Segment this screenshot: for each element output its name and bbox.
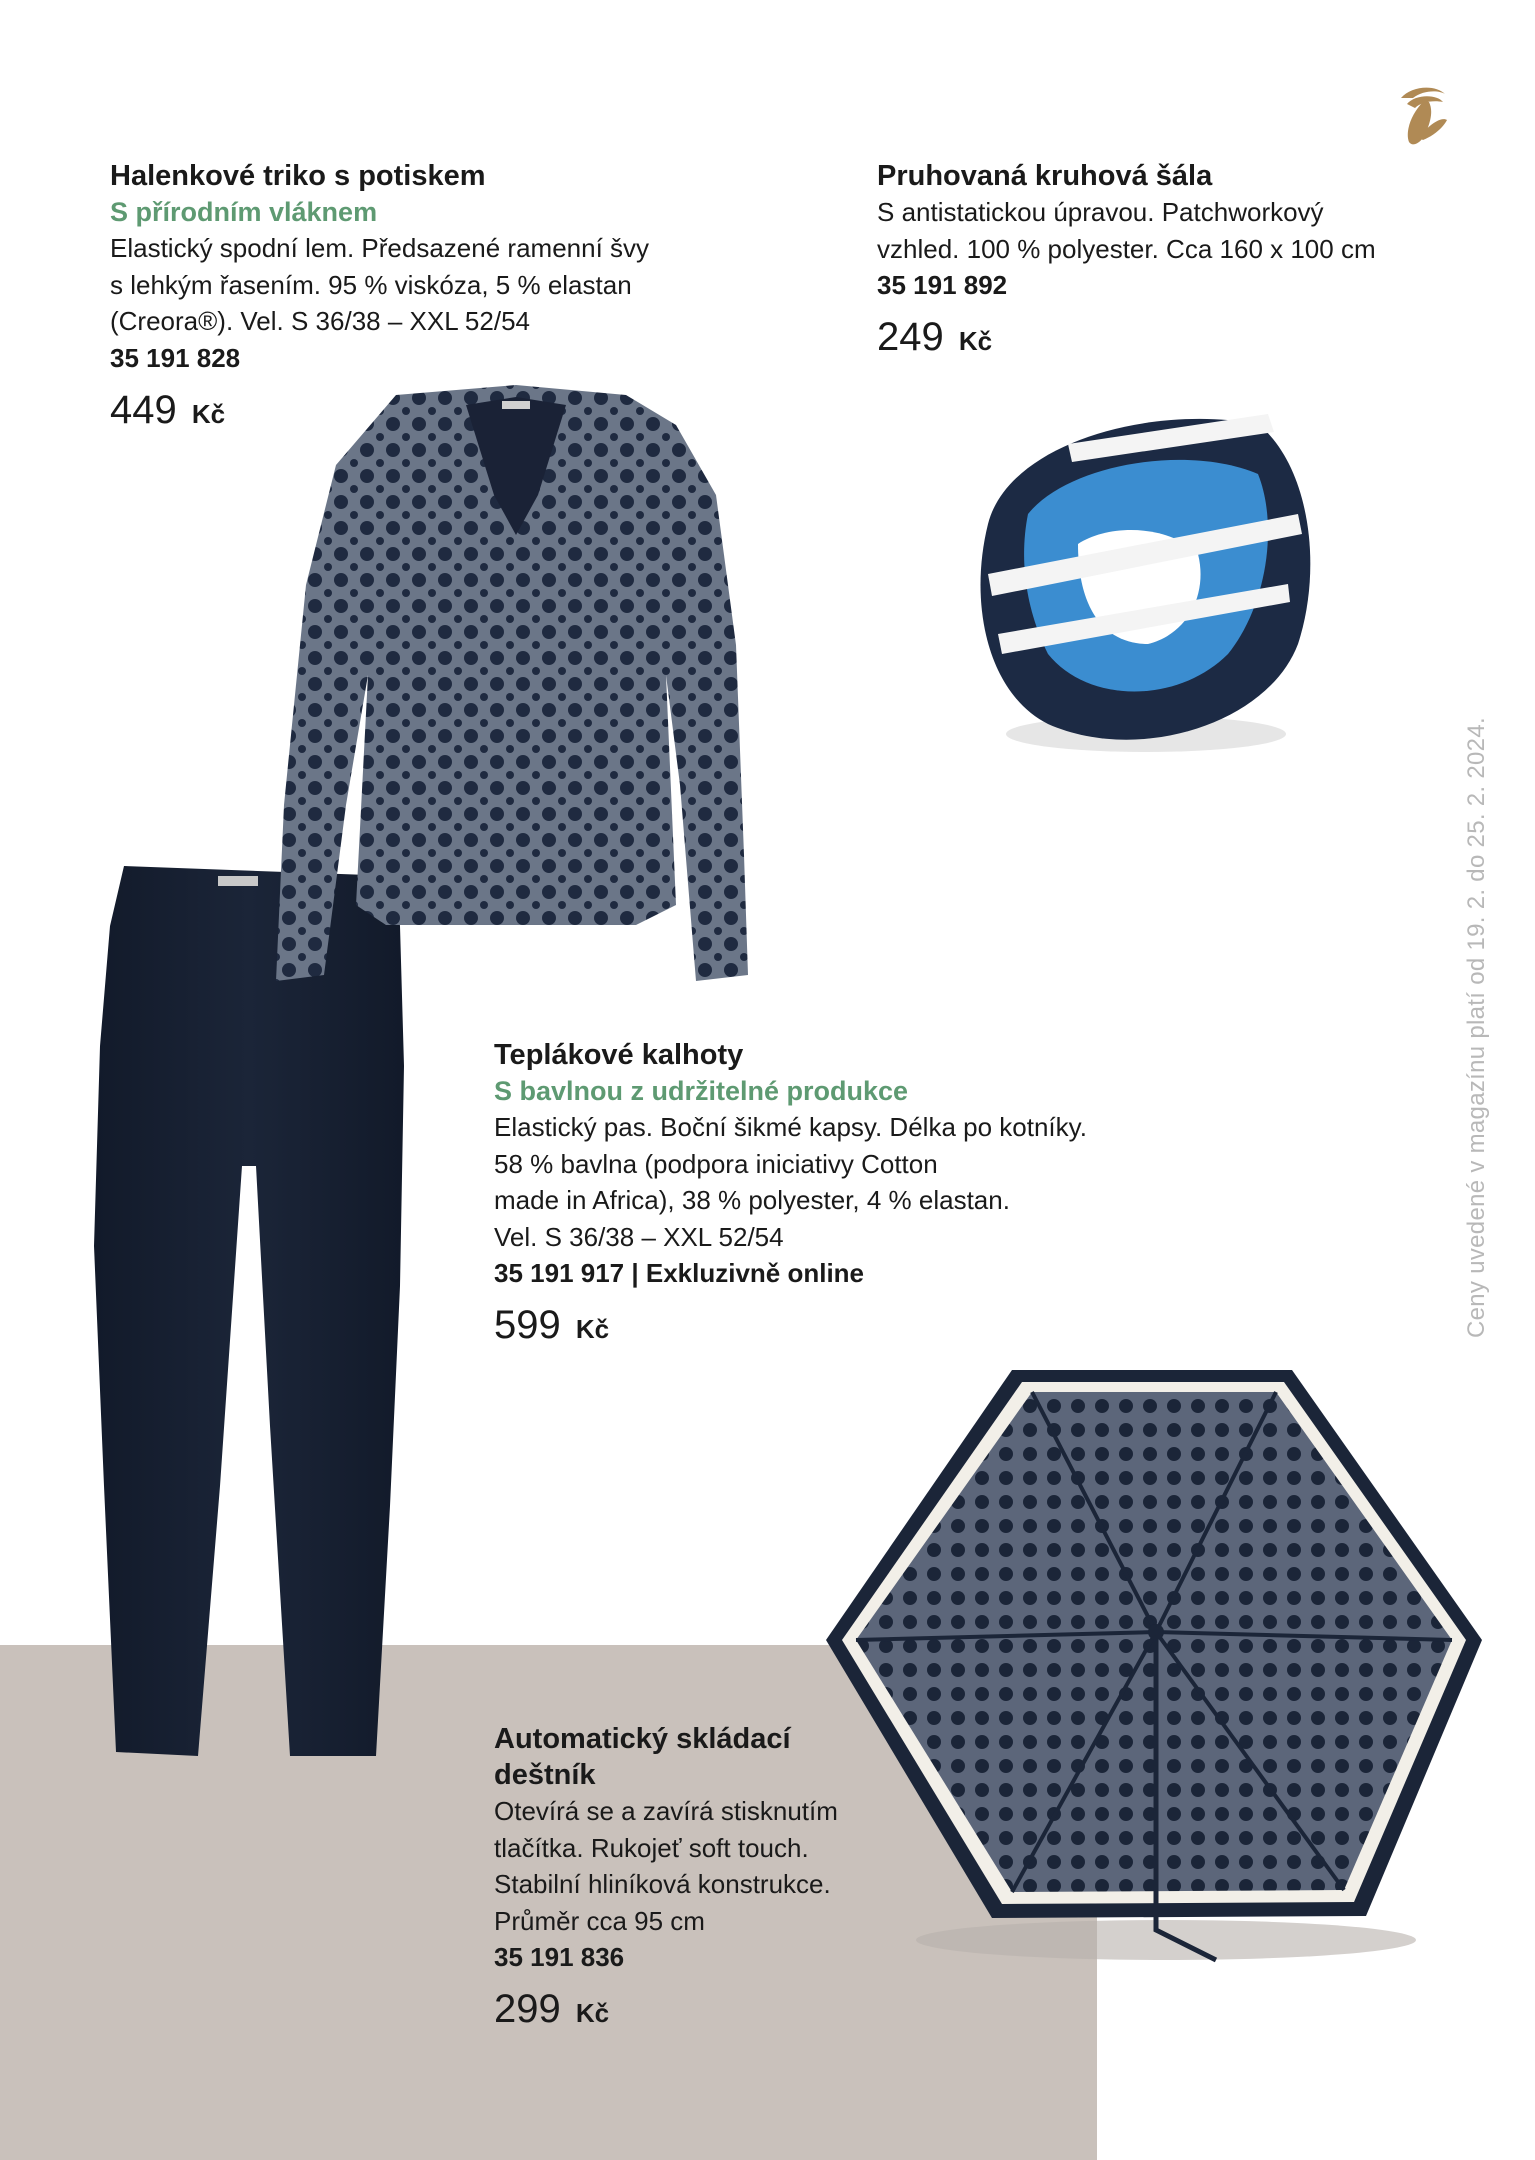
price-amount: 249 [877,315,944,359]
tchibo-bean-logo [1393,80,1453,150]
product-subtitle: S bavlnou z udržitelné produkce [494,1076,909,1106]
product-description: Elastický spodní lem. Předsazené ramenní švy s lehkým řasením. 95 % viskóza, 5 % elastan (Creora®). Vel. S 36/38 – XXL 52/54 [110,233,650,336]
product-title: Teplákové kalhoty [494,1039,744,1071]
blouse-image [276,385,748,985]
product-price [494,1301,1134,1353]
product-code: 35 191 892 [877,270,1008,300]
product-description: Otevírá se a zavírá stisknutím tlačítka. Rukojeť soft touch. Stabilní hliníková konstrukce. Průměr cca 95 cm [494,1796,838,1936]
price-currency: Kč [958,326,993,356]
product-pants [494,1037,1134,1353]
product-subtitle: S přírodním vláknem [110,197,378,227]
product-code: 35 191 836 [494,1942,625,1972]
product-title: Pruhovaná kruhová šála [877,160,1213,192]
price-currency: Kč [575,1998,610,2028]
product-description: Elastický pas. Boční šikmé kapsy. Délka po kotníky. 58 % bavlna (podpora iniciativy Cotton made in Africa), 38 % polyester, 4 % elastan. Vel. S 36/38 – XXL 52/54 [494,1112,1087,1252]
price-validity-note: Ceny uvedené v magazínu platí od 19. 2. do 25. 2. 2024. [1463,717,1490,1338]
price-currency: Kč [191,398,226,429]
product-price [494,1985,894,2037]
price-amount: 449 [110,387,177,432]
product-title: Automatický skládací deštník [494,1723,791,1791]
umbrella-image [826,1370,1482,1970]
price-amount: 299 [494,1987,561,2031]
product-code: 35 191 917 | Exkluzivně online [494,1258,865,1288]
scarf-image [968,404,1324,764]
price-currency: Kč [575,1314,610,1344]
product-title: Halenkové triko s potiskem [110,160,486,192]
product-description: S antistatickou úpravou. Patchworkový vzhled. 100 % polyester. Cca 160 x 100 cm [877,197,1376,264]
product-price [877,313,1417,365]
pants-image [94,866,414,1766]
product-scarf [877,158,1417,365]
product-code: 35 191 828 [110,342,241,373]
price-amount: 599 [494,1303,561,1347]
